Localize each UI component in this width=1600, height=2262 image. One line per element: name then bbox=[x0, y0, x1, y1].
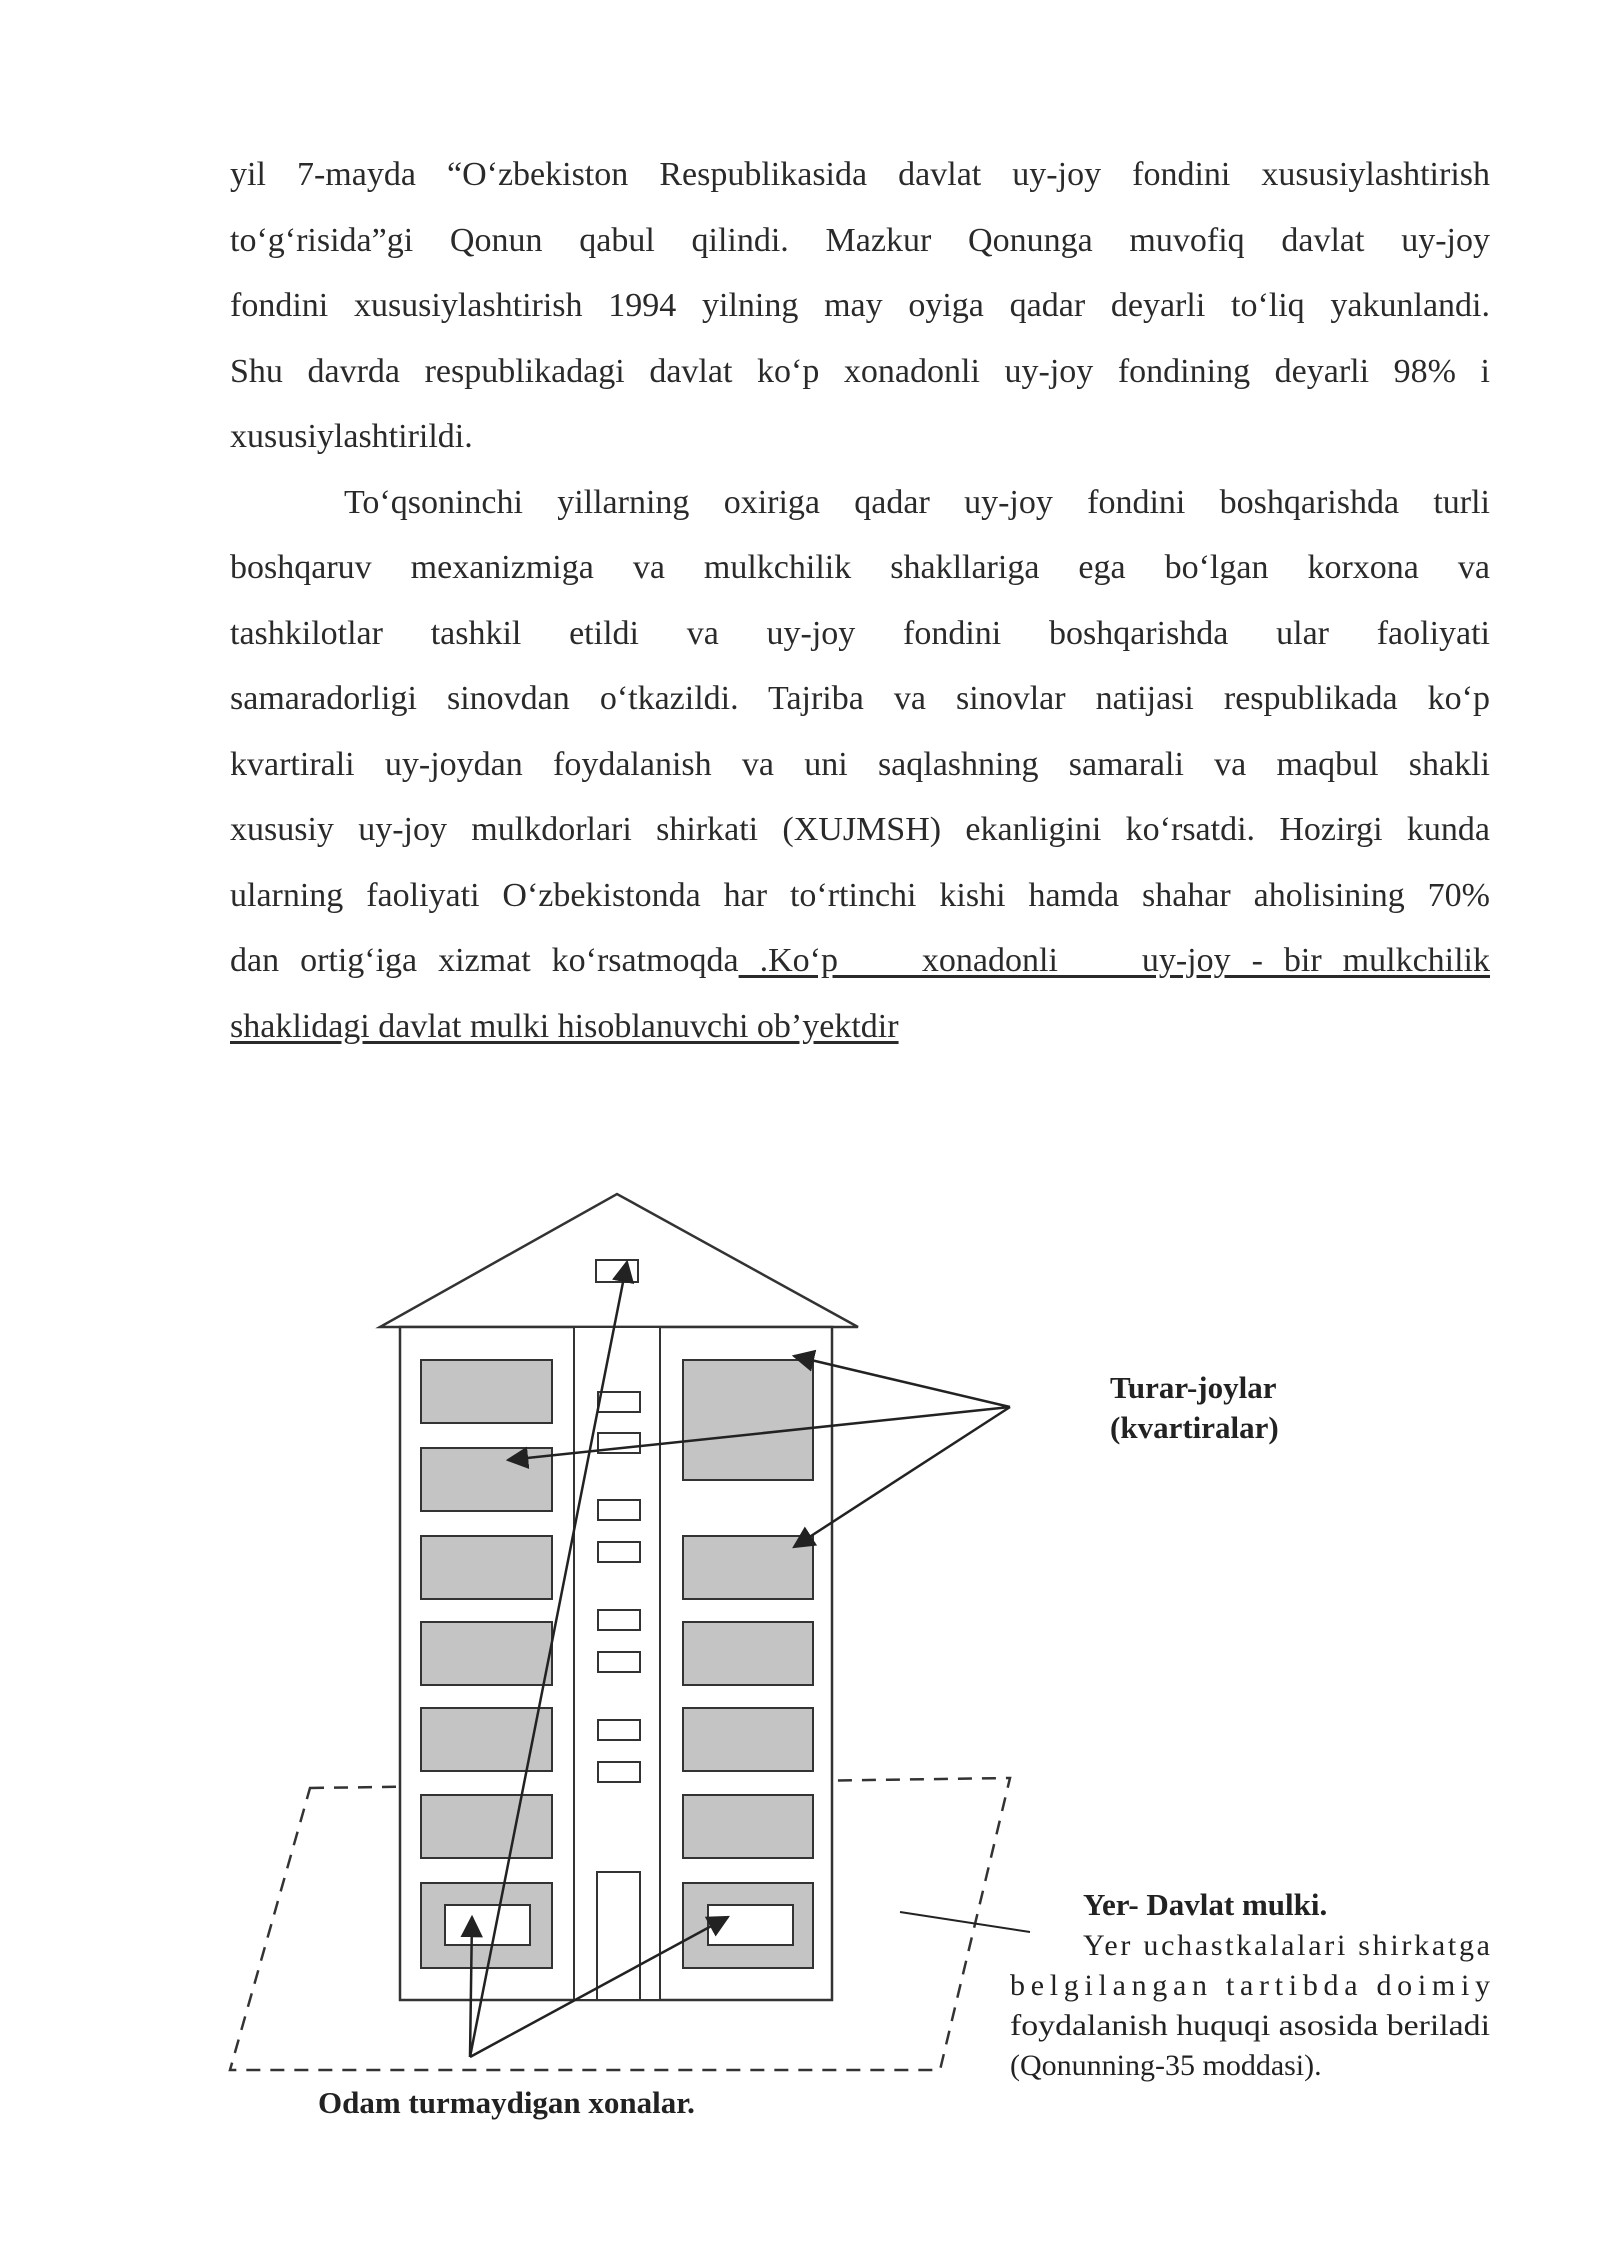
apartment-window bbox=[421, 1360, 552, 1423]
apartment-window bbox=[421, 1795, 552, 1858]
label-dwellings-sub: (kvartiralar) bbox=[1110, 1410, 1279, 1445]
non-residential-room bbox=[708, 1905, 793, 1945]
label-dwellings: Turar-joylar bbox=[1110, 1370, 1277, 1405]
text-line: To‘qsoninchi yillarning oxiriga qadar uy-joy fondini boshqarishda turli bbox=[344, 483, 1490, 521]
apartment-window bbox=[683, 1360, 813, 1480]
paragraph-2 bbox=[230, 470, 1490, 1060]
text-line: xususiylashtirildi. bbox=[230, 418, 473, 455]
apartment-window bbox=[683, 1708, 813, 1771]
underlined-text: shaklidagi davlat mulki hisoblanuvchi ob’yektdir bbox=[230, 1007, 899, 1045]
apartment-window bbox=[683, 1622, 813, 1685]
non-residential-room bbox=[445, 1905, 530, 1945]
text-line: yil 7-mayda “O‘zbekiston Respublikasida davlat uy-joy fondini xususiylashtirish bbox=[230, 156, 1490, 193]
paragraph-1 bbox=[230, 142, 1490, 470]
text-line: ularning faoliyati O‘zbekistonda har to‘rtinchi kishi hamda shahar aholisining 70% bbox=[230, 876, 1490, 914]
underlined-text: .Ko‘p xonadonli uy-joy - bir mulkchilik bbox=[738, 942, 1491, 979]
text-line: fondini xususiylashtirish 1994 yilning may oyiga qadar deyarli to‘liq yakunlandi. bbox=[230, 287, 1490, 324]
roof-window bbox=[596, 1260, 638, 1282]
text-line: kvartirali uy-joydan foydalanish va uni saqlashning samarali va maqbul shakli bbox=[230, 745, 1490, 783]
text-line: xususiy uy-joy mulkdorlari shirkati (XUJMSH) ekanligini ko‘rsatdi. Hozirgi kunda bbox=[230, 811, 1490, 848]
apartment-window bbox=[683, 1795, 813, 1858]
land-pointer-line bbox=[900, 1912, 1030, 1932]
body-text bbox=[230, 142, 1490, 1059]
label-land-body: foydalanish huquqi asosida beriladi bbox=[1010, 2009, 1490, 2042]
label-land-body: belgilangan tartibda doimiy bbox=[1010, 1969, 1490, 2002]
apartment-window bbox=[421, 1536, 552, 1599]
text-line: boshqaruv mexanizmiga va mulkchilik shakllariga ega bo‘lgan korxona va bbox=[230, 549, 1490, 586]
entrance-door bbox=[597, 1872, 640, 2000]
label-land-body: Yer uchastkalalari shirkatga bbox=[1083, 1929, 1490, 1962]
text-line bbox=[230, 994, 1490, 1060]
text-line: Shu davrda respublikadagi davlat ko‘p xonadonli uy-joy fondining deyarli 98% i bbox=[230, 352, 1490, 390]
text-line: samaradorligi sinovdan o‘tkazildi. Tajriba va sinovlar natijasi respublikada ko‘p bbox=[230, 680, 1490, 717]
label-land-title: Yer- Davlat mulki. bbox=[1083, 1887, 1328, 1922]
label-land-body: (Qonunning-35 moddasi). bbox=[1010, 2049, 1322, 2082]
apartment-window bbox=[421, 1622, 552, 1685]
label-nonresidential: Odam turmaydigan xonalar. bbox=[318, 2085, 695, 2120]
building-ownership-diagram bbox=[0, 1150, 1600, 2150]
text-line: tashkilotlar tashkil etildi va uy-joy fondini boshqarishda ular faoliyati bbox=[230, 614, 1490, 652]
text-line-mixed bbox=[230, 928, 1490, 994]
apartment-window bbox=[683, 1536, 813, 1599]
plain-text: dan ortig‘iga xizmat ko‘rsatmoqda bbox=[230, 942, 739, 979]
text-line: to‘g‘risida”gi Qonun qabul qilindi. Mazkur Qonunga muvofiq davlat uy-joy bbox=[230, 221, 1490, 259]
